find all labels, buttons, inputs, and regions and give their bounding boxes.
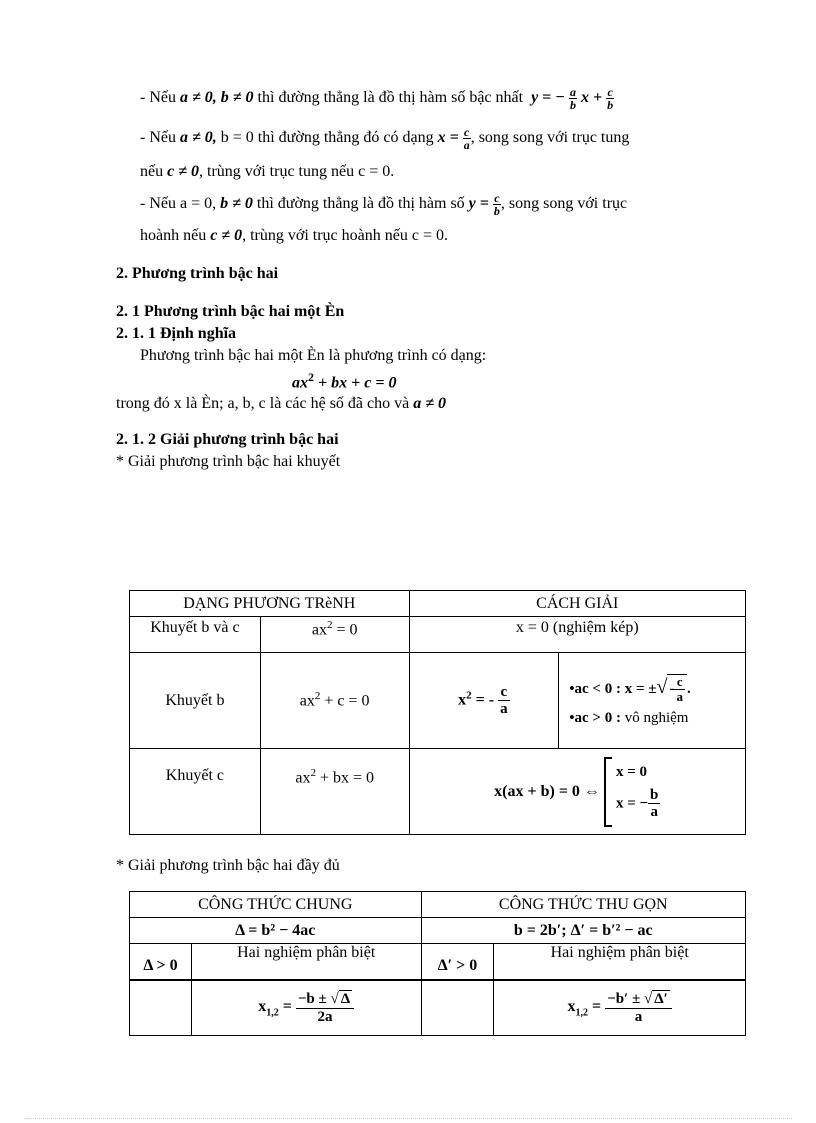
para-line-4: - Nếu a = 0, b ≠ 0 thì đường thẳng là đồ thị hàm số y = $\frac{c}{b}$ , song song với trục: [140, 191, 628, 218]
complete-quadratic-table: [129, 891, 746, 1036]
delta-reduced: b = 2b′; Δ′ = b′² − ac: [421, 918, 745, 944]
table1-header-solution: CÁCH GIẢI: [409, 591, 745, 617]
definition-text: Phương trình bậc hai một Èn là phương trình có dạng:: [140, 347, 487, 364]
desc-reduced: Hai nghiệm phân biệt: [494, 944, 746, 980]
definition-where: trong đó x là Èn; a, b, c là các hệ số đã cho và a ≠ 0: [116, 395, 447, 412]
row2-equation: $ax^2 + c = 0$: [260, 653, 409, 749]
fraction-c-over-b-2: $\frac{c}{b}$: [493, 191, 500, 218]
subtitle-complete: * Giải phương trình bậc hai đầy đủ: [116, 857, 340, 874]
para-line-2: - Nếu a ≠ 0, b = 0 thì đường thẳng đó có dạng x = $\frac{c}{a}$ , song song với trục tung: [140, 125, 630, 152]
row2-solution-cases: •ac < 0 : x = ±√ - $\frac{c}{a}$ . •ac > 0 : vô nghiệm: [559, 653, 746, 749]
cond-general: Δ > 0: [130, 944, 192, 980]
subtitle-incomplete: * Giải phương trình bậc hai khuyết: [116, 453, 341, 470]
table2-header-general: CÔNG THỨC CHUNG: [130, 892, 422, 918]
delta-general: Δ = b² − 4ac: [130, 918, 422, 944]
row2-label: Khuyết b: [130, 653, 261, 749]
heading-2-1: 2. 1 Phương trình bậc hai một Èn: [116, 303, 345, 320]
heading-2-1-1: 2. 1. 1 Định nghĩa: [116, 325, 237, 342]
row1-equation: $ax^2 = 0$: [260, 617, 409, 653]
table2-header-reduced: CÔNG THỨC THU GỌN: [421, 892, 745, 918]
fraction-a-over-b: $\frac{a}{b}$: [570, 85, 576, 112]
row2-solution-formula: $x^2$ = - $\frac{c}{a}$: [409, 653, 559, 749]
roots-general: $x_{1,2}$ = $\frac{-b \pm √ \Delta}{2a}$: [191, 980, 421, 1036]
table1-header-form: DẠNG PHƯƠNG TRèNH: [130, 591, 410, 617]
row3-solution: x(ax + b) = 0 ⇔ x = 0 x = − $\frac{b}{a}$: [409, 749, 745, 835]
row3-label: Khuyết c: [130, 749, 261, 835]
desc-general: Hai nghiệm phân biệt: [191, 944, 421, 980]
definition-formula: $ax^2$ + bx + c = 0: [292, 370, 397, 392]
row3-equation: $ax^2$ + bx = 0: [260, 749, 409, 835]
para-line-5: hoành nếu c ≠ 0, trùng với trục hoành nếu c = 0.: [140, 227, 448, 244]
fraction-c-over-b: $\frac{c}{b}$: [607, 85, 614, 112]
fraction-c-over-a: $\frac{c}{a}$: [463, 125, 470, 152]
heading-2: 2. Phương trình bậc hai: [116, 265, 279, 282]
heading-2-1-2: 2. 1. 2 Giải phương trình bậc hai: [116, 431, 339, 448]
page-bottom-rule: [24, 1118, 792, 1119]
row1-label: Khuyết b và c: [130, 617, 261, 653]
roots-reduced: $x_{1,2}$ = $\frac{-b' \pm √ \Delta'}{a}$: [494, 980, 746, 1036]
row1-solution: x = 0 (nghiệm kép): [409, 617, 745, 653]
cond-reduced: Δ′ > 0: [421, 944, 494, 980]
para-line-1: - Nếu a ≠ 0, b ≠ 0 thì đường thẳng là đồ thị hàm số bậc nhất y = − $\frac{a}{b}$ x + $\frac{c}{b}$: [140, 85, 614, 112]
para-line-3: nếu c ≠ 0, trùng với trục tung nếu c = 0.: [140, 163, 395, 180]
incomplete-quadratic-table: [129, 590, 746, 835]
